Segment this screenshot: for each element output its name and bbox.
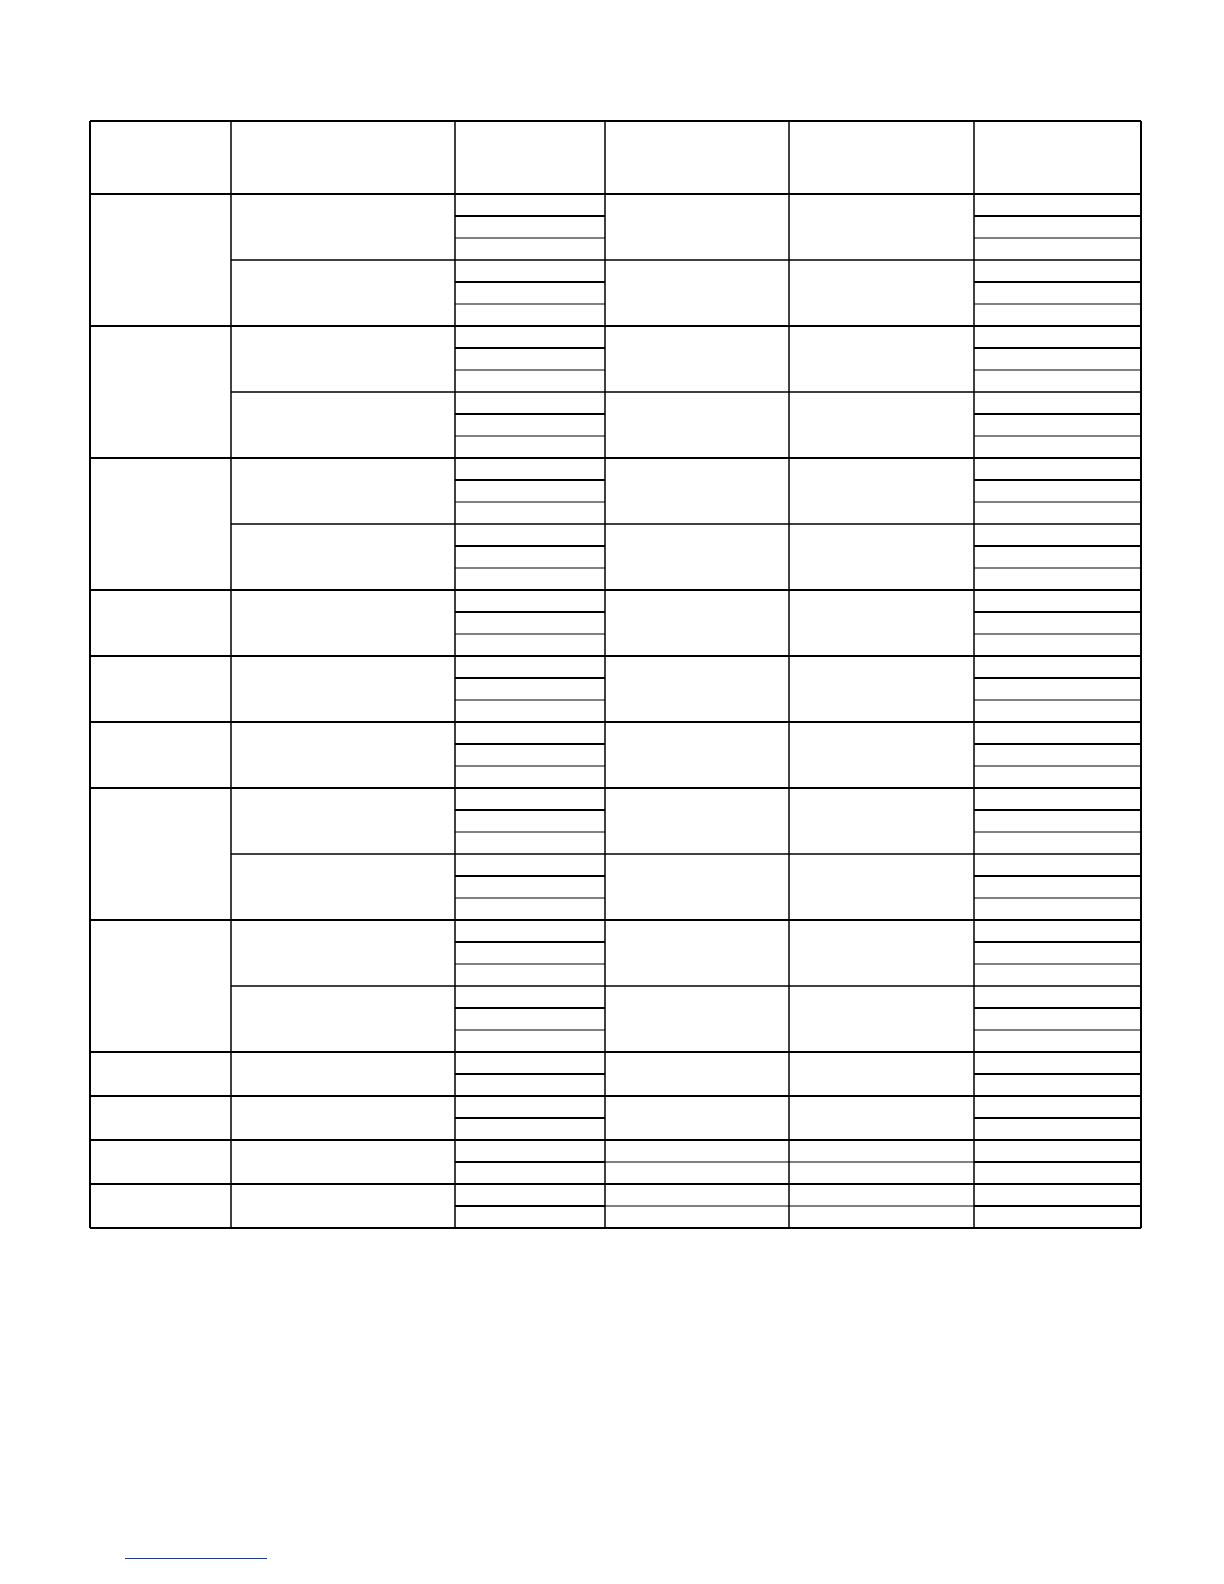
footnote-separator — [125, 1558, 267, 1559]
